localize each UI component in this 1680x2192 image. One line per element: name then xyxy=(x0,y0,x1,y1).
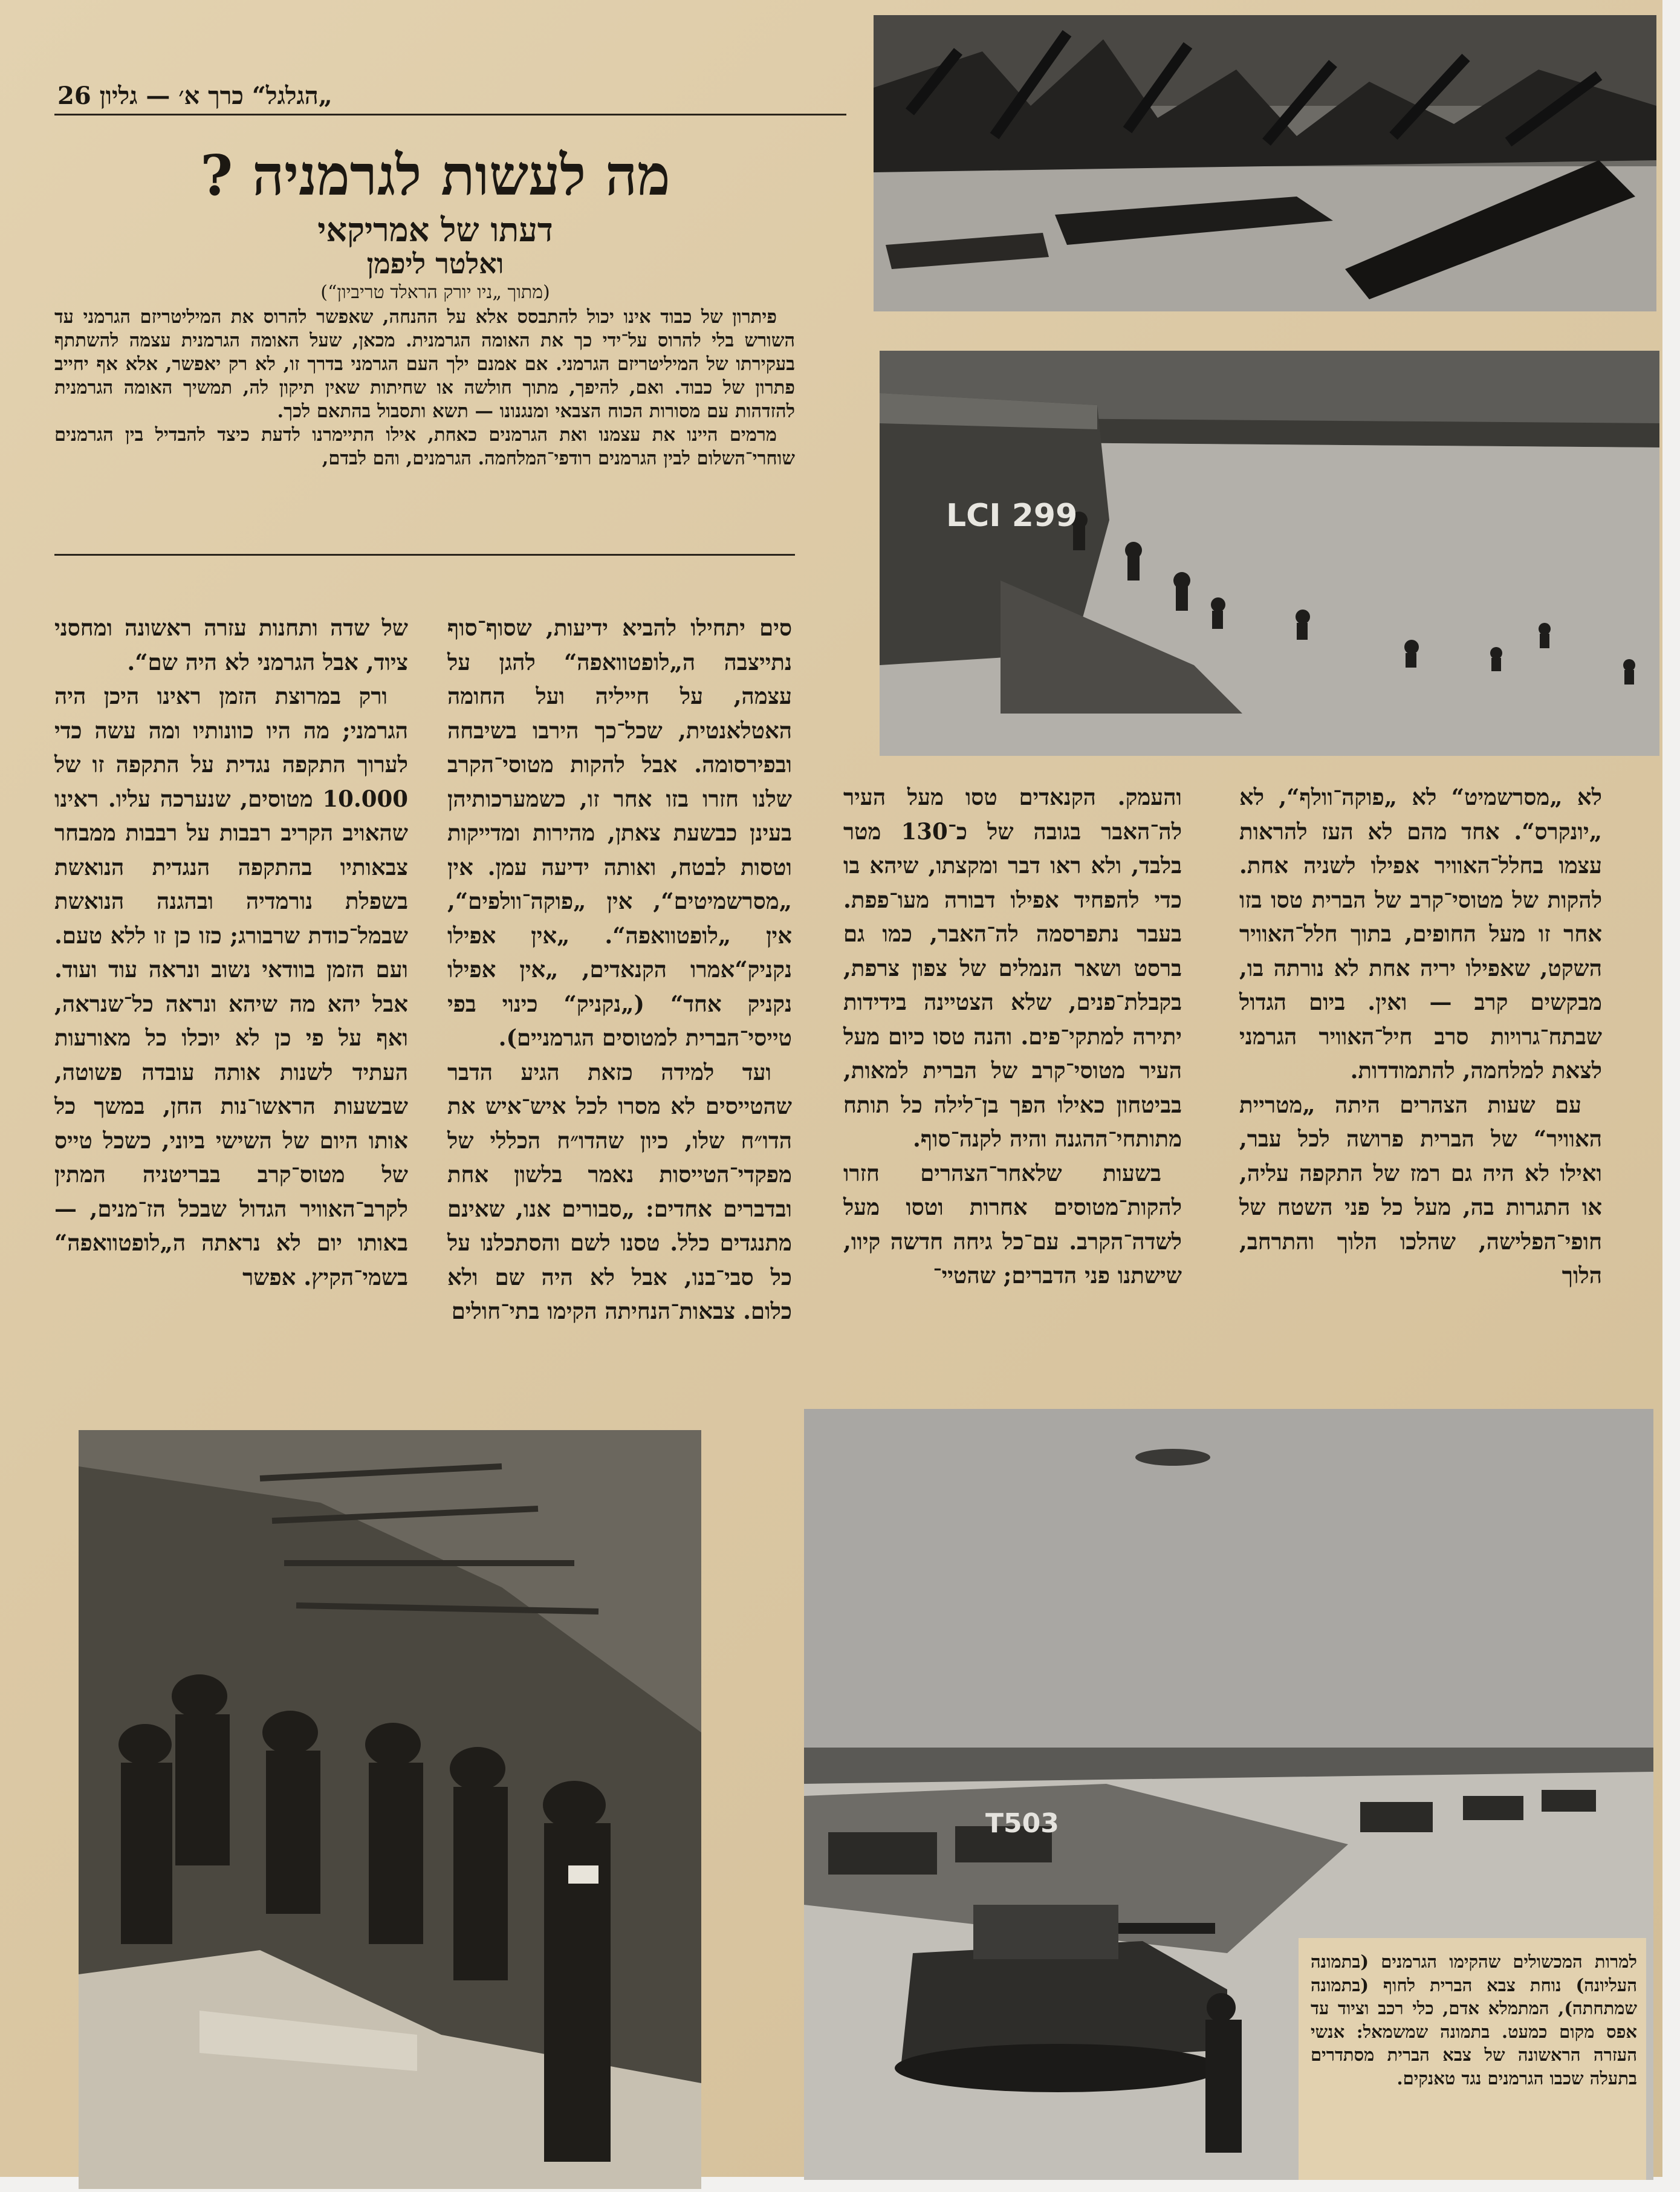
tank-number-label: T503 xyxy=(985,1808,1059,1839)
intro-rule xyxy=(54,554,795,556)
article-author: ואלטר ליפמן xyxy=(366,247,504,280)
column-paragraph: לא „מסרשמיט“ לא „פוקה־וולף“, לא „יונקרס“. אחד מהם לא העז להראות עצמו בחלל־האוויר אפילו לשניה אחת. להקות של מטוסי־קרב של הברית טסו בזו אחר זו מעל החופים, בתוך חלל־האוויר השקט, שאפילו יריה אחת לא נורתה בו, מבקשים קרב — ואין. ביום הגדול שבתח־גרויות סרב חיל־האוויר הגרמני לצאת למלחמה, להתמודדות. xyxy=(1239,784,1602,1084)
column-paragraph: בשעות שלאחר־הצהרים חזרו להקות־מטוסים אחרות וטסו מעל לשדה־הקרב. עם־כל גיחה חדשה קיוו, שישתנו פני הדברים; שהטיי־ xyxy=(843,1159,1182,1289)
column-paragraph: סים יתחילו להביא ידיעות, שסוף־סוף נתייצבה ה„לופטוואפה“ להגן על עצמה, על חייליה ועל החומה האטלאנטית, שכל־כך הירבו בשיבחה ובפירסומה. אבל להקות מטוסי־הקרב שלנו חזרו בזו אחר זו, כשמערכותיהן בעינן כבשעת צאתן, מהירות ומדייקות וטסות לבטח, ואותה ידיעה עמן. אין „מסרשמיטים“, אין „פוקה־וולפים“, אין „לופטוואפה“. „אין אפילו נקניק“אמרו הקנאדים, „אין אפילו נקניק אחד“ („נקניק“ כינוי בפי טייסי־הברית למטוסים הגרמניים). xyxy=(447,614,792,1051)
photo-caption-text: למרות המכשולים שהקימו הגרמנים (בתמונה העליונה) נוחת צבא הברית לחוף (בתמונה שמתחתה), המתמלא אדם, כלי רכב וציוד עד אפס מקום כמעט. בתמונה שמשמאל: אנשי העזרה הראשונה של צבא הברית מסתדרים בתעלה שכבו הגרמנים נגד טאנקים. xyxy=(1311,1951,1637,2089)
column-paragraph: של שדה ותחנות עזרה ראשונה ומחסני ציוד, אבל הגרמני לא היה שם“. xyxy=(54,614,408,675)
hull-number-label: LCI 299 xyxy=(946,498,1078,534)
article-subhead: דעתו של אמריקאי xyxy=(317,210,553,249)
article-intro xyxy=(54,305,795,547)
article-column-2 xyxy=(843,780,1182,1391)
intro-paragraph: מרמים היינו את עצמנו ואת הגרמנים כאחת, אילו התיימרנו לדעת כיצד להבדיל בין הגרמנים שוחרי־השלום לבין הגרמנים רודפי־המלחמה. הגרמנים, והם לבדם, xyxy=(54,424,795,469)
article-source: (מתוך „ניו יורק הראלד טריביון“) xyxy=(320,282,550,303)
intro-paragraph: פיתרון של כבוד אינו יכול להתבסס אלא על ההנחה, שאפשר להרוס את המיליטריזם הגרמני עד השורש בלי להרוס על־ידי כך את האומה הגרמנית. מכאן, שעל האומה הגרמנית עצמה להשתתף בעקירתו של המיליטריזם הגרמני. אם אמנם ילך העם הגרמני בדרך זו, לא רק יאפשר, אלא אף יחייב פתרון של כבוד. ואם, להיפך, מתוך חולשה או שחיתות שאין תיקון לה, תמשיך האומה הגרמנית להזדהות עם מסורות הכוח הצבאי ומנגנונו — תשא ותסבול בהתאם לכך. xyxy=(54,306,795,422)
article-column-1 xyxy=(1239,780,1602,1391)
issue-line: „הגלגל“ כרך א׳ — גליון 26 xyxy=(57,82,332,110)
header-rule xyxy=(54,114,846,115)
photo-caption xyxy=(1299,1938,1646,2180)
column-paragraph: ורק במרוצת הזמן ראינו היכן היה הגרמני; מה היו כוונותיו ומה עשה כדי לערוך התקפה נגדית על התקפה זו של 10.000 מטוסים, שנערכה עליו. ראינו שהאויב הקריב רבבות על רבבות ממבחר צבאותיו בהתקפה הנגדית הנואשת בשפלת נורמדיה ובהגנה הנואשת שבמל־כודת שרבורג; כזו כן זו ללא טעם. ועם הזמן בוודאי נשוב ונראה עוד ועוד. אבל יהא מה שיהא ונראה כל־שנראה, ואף על פי כן לא יוכלו כל מאורעות העתיד לשנות אותה עובדה פשוטה, שבשעות הראשו־נות החן, במשך כל אותו היום של השישי ביוני, כשכל טייס של מטוס־קרב בבריטניה המתין לקרב־האוויר הגדול שבכל הז־מנים, — באותו יום לא נראתה ה„לופטוואפה“ בשמי־הקיץ. אפשר xyxy=(54,683,408,1290)
article-headline: מה לעשות לגרמניה ? xyxy=(200,143,670,208)
beach-obstacles-photo xyxy=(874,15,1656,311)
landing-craft-photo xyxy=(880,351,1659,756)
first-aid-trench-photo xyxy=(79,1430,701,2189)
column-paragraph: והעמק. הקנאדים טסו מעל העיר לה־האבר בגובה של כ־130 מטר בלבד, ולא ראו דבר ומקצתו, שיהא בו כדי להפחיד אפילו דבורה מעו־פפת. בעבר נתפרסמה לה־האבר, כמו גם ברסט ושאר הנמלים של צפון צרפת, בקבלת־פנים, שלא הצטיינה בידידות יתירה למתקי־פים. והנה טסו כיום מעל העיר מטוסי־קרב של הברית למאות, בביטחון כאילו הפך בן־לילה כל תותח מתותחי־ההגנה והיה לקנה־סוף. xyxy=(843,784,1182,1152)
article-column-3 xyxy=(447,611,792,1391)
column-paragraph: עם שעות הצהרים היתה „מטריית האוויר“ של הברית פרושה לכל עבר, ואילו לא היה גם רמז של התקפה עליה, או התגרות בה, מעל כל פני השטח של חופי־הפלישה, שהלכו הלוך והתרחב, הלוך xyxy=(1239,1091,1602,1289)
column-paragraph: ועד למידה כזאת הגיע הדבר שהטייסים לא מסרו לכל איש־איש את הדו״ח שלו, כיון שהדו״ח הכללי של מפקדי־הטייסות נאמר בלשון אחת ובדברים אחדים: „סבורים אנו, שאינם מתנגדים כלל. טסנו לשם והסתכלנו על כל סבי־בנו, אבל לא היה שם ולא כלום. צבאות־הנחיתה הקימו בתי־חולים xyxy=(447,1058,792,1324)
article-column-4 xyxy=(54,611,408,1391)
